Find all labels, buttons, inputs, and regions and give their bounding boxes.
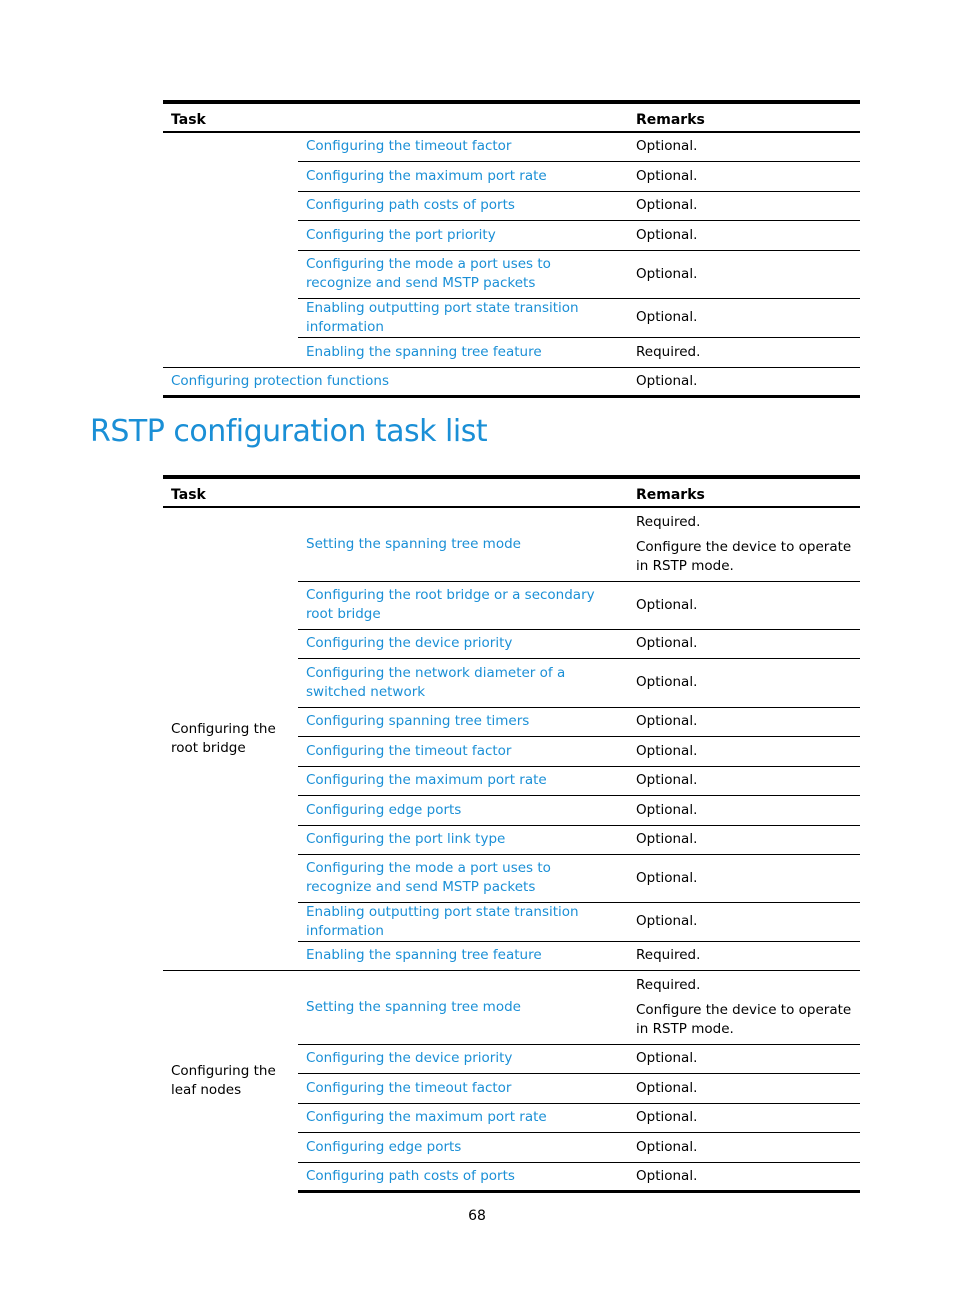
remark-text: Optional.: [628, 629, 860, 658]
remark-text: Optional.: [628, 902, 860, 941]
remark-text: Optional.: [628, 367, 860, 396]
remark-text: Optional.: [628, 581, 860, 629]
remark-text: Optional.: [628, 1162, 860, 1191]
task-link[interactable]: Configuring the timeout factor: [306, 138, 512, 155]
remark-text: Optional.: [628, 298, 860, 337]
remark-line: Required.: [636, 513, 701, 530]
remark-text: Optional.: [628, 1044, 860, 1073]
remark-text: Optional.: [628, 161, 860, 191]
section-heading: RSTP configuration task list: [90, 414, 488, 449]
page-number: 68: [468, 1208, 486, 1224]
remark-text: Optional.: [628, 766, 860, 795]
group-cell-empty: [163, 132, 298, 367]
task-link[interactable]: Configuring edge ports: [298, 1132, 628, 1162]
remark-text: Optional.: [628, 1132, 860, 1162]
remark-text: Optional.: [628, 736, 860, 766]
remark-line: Configure the device to operate in RSTP mode.: [636, 1001, 852, 1037]
task-column-header: Task: [163, 477, 628, 507]
remark-text: [628, 507, 860, 581]
task-link[interactable]: Configuring the mode a port uses to recognize and send MSTP packets: [298, 854, 628, 902]
remarks-column-header: Remarks: [628, 477, 860, 507]
group-name: Configuring the leaf nodes: [163, 970, 298, 1191]
table-row: [163, 367, 860, 396]
rstp-task-table: [163, 475, 860, 1193]
mstp-task-table-continued: [163, 100, 860, 398]
remark-text: Optional.: [628, 658, 860, 707]
task-link[interactable]: Configuring the root bridge or a secondary root bridge: [298, 581, 628, 629]
table-row: [163, 507, 860, 581]
task-link[interactable]: Enabling the spanning tree feature: [298, 337, 628, 367]
task-link[interactable]: Configuring the maximum port rate: [298, 161, 628, 191]
remark-text: Optional.: [628, 707, 860, 736]
remark-text: Optional.: [628, 795, 860, 825]
task-link[interactable]: Configuring the mode a port uses to recognize and send MSTP packets: [298, 250, 628, 298]
remark-text: Optional.: [628, 191, 860, 220]
remark-text: [628, 970, 860, 1044]
remark-text: Optional.: [628, 220, 860, 250]
task-link[interactable]: Configuring protection functions: [163, 367, 628, 396]
remark-text: Optional.: [628, 825, 860, 854]
task-column-header: Task: [163, 102, 628, 132]
remark-text: Optional.: [628, 250, 860, 298]
remark-text: Required.: [628, 941, 860, 970]
task-link[interactable]: Configuring the device priority: [298, 1044, 628, 1073]
task-link[interactable]: Configuring the network diameter of a switched network: [298, 658, 628, 707]
task-link[interactable]: Configuring spanning tree timers: [298, 707, 628, 736]
remark-text: Optional.: [628, 854, 860, 902]
remark-text: Optional.: [628, 1073, 860, 1103]
remark-line: Required.: [636, 976, 701, 993]
remark-text: Optional.: [636, 138, 698, 155]
task-link[interactable]: Configuring edge ports: [298, 795, 628, 825]
remarks-column-header: Remarks: [628, 102, 860, 132]
task-link[interactable]: Configuring the port link type: [298, 825, 628, 854]
task-link[interactable]: Configuring path costs of ports: [298, 1162, 628, 1191]
remark-text: Required.: [628, 337, 860, 367]
task-link[interactable]: Setting the spanning tree mode: [306, 535, 521, 552]
task-link[interactable]: Enabling outputting port state transition information: [298, 902, 628, 941]
table-row: [163, 970, 860, 1044]
task-link[interactable]: Setting the spanning tree mode: [298, 970, 628, 1044]
task-link[interactable]: Enabling outputting port state transition information: [298, 298, 628, 337]
remark-line: Configure the device to operate in RSTP mode.: [636, 538, 852, 574]
task-link[interactable]: Configuring the maximum port rate: [298, 1103, 628, 1132]
task-link[interactable]: Configuring the device priority: [298, 629, 628, 658]
remark-text: Optional.: [628, 1103, 860, 1132]
group-name: Configuring the root bridge: [171, 720, 276, 756]
table-row: [163, 132, 860, 161]
task-link[interactable]: Configuring the maximum port rate: [298, 766, 628, 795]
task-link[interactable]: Enabling the spanning tree feature: [298, 941, 628, 970]
task-link[interactable]: Configuring the timeout factor: [298, 1073, 628, 1103]
task-link[interactable]: Configuring the port priority: [298, 220, 628, 250]
task-link[interactable]: Configuring the timeout factor: [298, 736, 628, 766]
task-link[interactable]: Configuring path costs of ports: [298, 191, 628, 220]
